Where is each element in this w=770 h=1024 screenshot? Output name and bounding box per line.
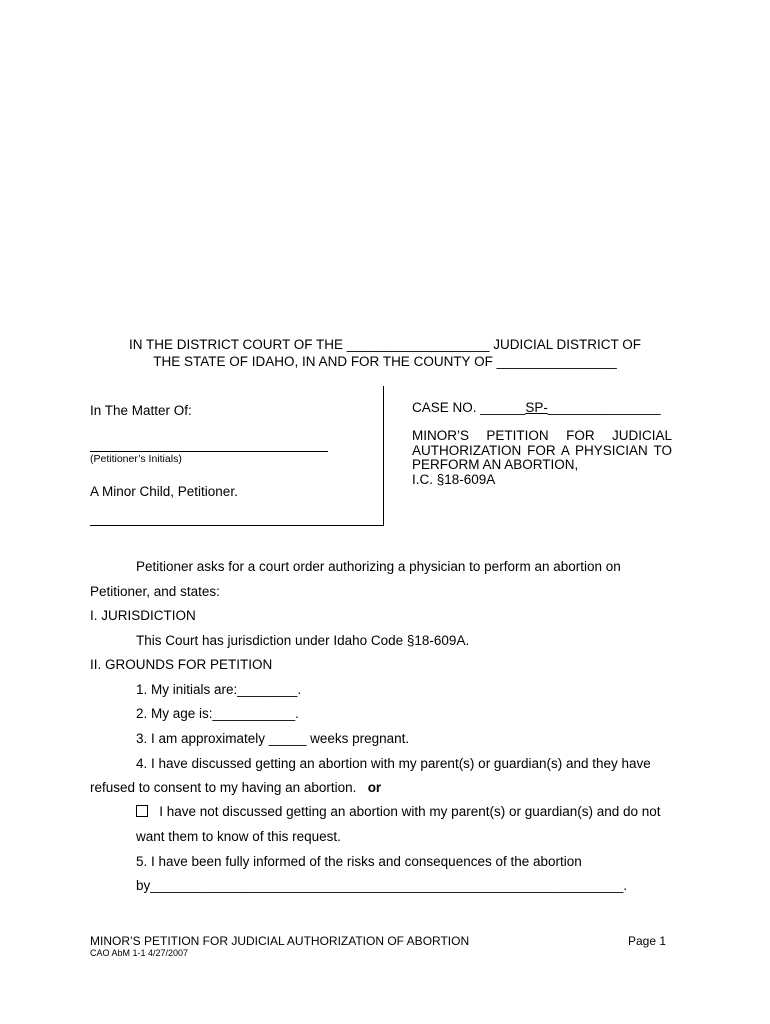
footer-page-number: Page 1 xyxy=(628,934,667,948)
petition-title-line-2: AUTHORIZATION FOR A PHYSICIAN TO xyxy=(412,442,672,458)
section-grounds-heading: II. GROUNDS FOR PETITION xyxy=(90,657,273,672)
item-age-blank: _____ xyxy=(257,706,296,721)
item-not-discussed-text: I have not discussed getting an abortion with my parent(s) or guardian(s) and do not xyxy=(159,804,661,819)
item-discussed-line-2 xyxy=(90,780,381,795)
case-number xyxy=(412,400,660,415)
petitioner-initials-line xyxy=(90,451,328,452)
petitioner-initials-label: (Petitioner’s Initials) xyxy=(90,453,182,465)
item-discussed-line-2-text: refused to consent to my having an abortion. xyxy=(90,780,357,795)
item-informed-line-1: 5. I have been fully informed of the risks and consequences of the abortion xyxy=(136,854,582,869)
case-number-trail: _______________ xyxy=(547,400,661,415)
checkbox-icon[interactable] xyxy=(136,805,148,817)
section-jurisdiction-heading: I. JURISDICTION xyxy=(90,608,196,623)
item-weeks-pregnant: 3. I am approximately _____ weeks pregnant. xyxy=(136,731,410,746)
petition-title-line-1: MINOR’S PETITION FOR JUDICIAL xyxy=(412,428,672,443)
item-not-discussed-line-1 xyxy=(136,804,661,819)
minor-child-petitioner-label: A Minor Child, Petitioner. xyxy=(90,484,238,499)
intro-line-2: Petitioner, and states: xyxy=(90,584,220,599)
footer-form-title: MINOR’S PETITION FOR JUDICIAL AUTHORIZATION OF ABORTION xyxy=(90,934,470,948)
or-label: or xyxy=(367,780,382,795)
case-number-value: SP- xyxy=(525,400,548,415)
caption-vertical-divider xyxy=(383,386,384,526)
petition-title xyxy=(412,429,672,487)
caption-horizontal-divider xyxy=(90,525,384,526)
court-header-line-1: IN THE DISTRICT COURT OF THE ___________________ JUDICIAL DISTRICT OF xyxy=(129,337,641,352)
item-age-text: 2. My age is:______ xyxy=(136,706,258,721)
intro-line-1: Petitioner asks for a court order authorizing a physician to perform an abortion on xyxy=(136,559,621,574)
item-initials: 1. My initials are:________. xyxy=(136,682,302,697)
petition-title-line-4: I.C. §18-609A xyxy=(412,471,496,487)
section-jurisdiction-text: This Court has jurisdiction under Idaho Code §18-609A. xyxy=(136,633,470,648)
footer-form-id: CAO AbM 1-1 4/27/2007 xyxy=(90,948,189,958)
item-age xyxy=(136,706,299,721)
item-age-period: . xyxy=(295,706,299,721)
in-the-matter-of-label: In The Matter Of: xyxy=(90,403,192,418)
court-header-line-2: THE STATE OF IDAHO, IN AND FOR THE COUNTY OF ________________ xyxy=(153,354,617,369)
petition-title-line-3: PERFORM AN ABORTION, xyxy=(412,457,579,472)
case-number-label: CASE NO. ______ xyxy=(412,400,526,415)
item-discussed-line-1: 4. I have discussed getting an abortion with my parent(s) or guardian(s) and they have xyxy=(136,756,651,771)
item-not-discussed-line-2: want them to know of this request. xyxy=(136,829,341,844)
item-informed-line-2: by_______________________________________________________________. xyxy=(136,878,628,893)
